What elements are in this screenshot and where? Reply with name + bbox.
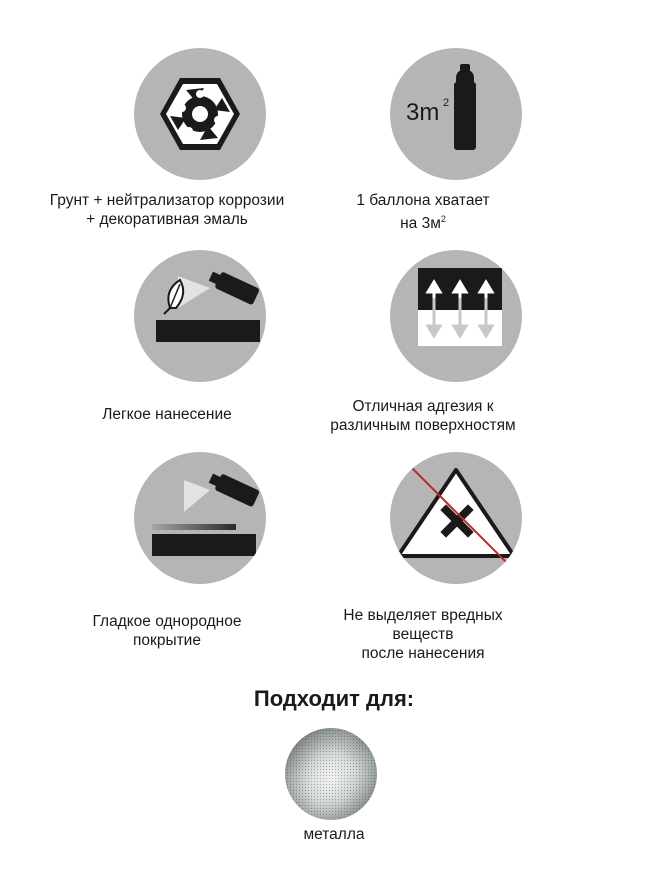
caption-line: + декоративная эмаль bbox=[86, 211, 248, 228]
caption-line: Гладкое однородное bbox=[92, 613, 242, 630]
feature-icon-circle bbox=[134, 48, 266, 180]
coverage-superscript: 2 bbox=[443, 97, 450, 109]
feature-icon-circle bbox=[134, 452, 266, 584]
smooth-spray-icon bbox=[134, 452, 266, 584]
feature-adhesion bbox=[256, 250, 590, 460]
feature-no-harmful bbox=[256, 452, 590, 662]
caption-line: Легкое нанесение bbox=[102, 406, 232, 423]
spray-can-icon bbox=[390, 48, 522, 180]
caption-line: Грунт + нейтрализатор коррозии bbox=[49, 192, 285, 209]
feather-spray-icon bbox=[134, 250, 266, 382]
caption-line: Не выделяет вредных bbox=[343, 607, 503, 624]
feature-icon-circle bbox=[134, 250, 266, 382]
caption-line: 1 баллона хватает bbox=[356, 192, 490, 209]
caption-line: веществ bbox=[392, 626, 454, 643]
caption-line: различным поверхностям bbox=[330, 417, 516, 434]
feature-coverage bbox=[256, 48, 590, 258]
feature-caption bbox=[256, 397, 590, 435]
feature-caption bbox=[256, 606, 590, 663]
caption-line bbox=[256, 210, 590, 233]
feature-icon-circle bbox=[390, 452, 522, 584]
adhesion-arrows-icon bbox=[390, 250, 522, 382]
coverage-text: 3m bbox=[406, 99, 440, 126]
caption-line: покрытие bbox=[133, 632, 201, 649]
caption-line: Отличная адгезия к bbox=[352, 398, 494, 415]
metal-label: металла bbox=[303, 826, 365, 843]
caption-superscript: 2 bbox=[440, 214, 446, 224]
suitable-title: Подходит для: bbox=[253, 686, 415, 711]
feature-icon-circle bbox=[390, 250, 522, 382]
hex-nut-icon bbox=[134, 48, 266, 180]
no-hazard-icon bbox=[390, 452, 522, 584]
caption-last: на 3м bbox=[400, 215, 441, 233]
caption-line: после нанесения bbox=[361, 645, 485, 662]
feature-caption bbox=[256, 191, 590, 233]
metal-disc-icon bbox=[283, 726, 379, 822]
feature-icon-circle bbox=[390, 48, 522, 180]
